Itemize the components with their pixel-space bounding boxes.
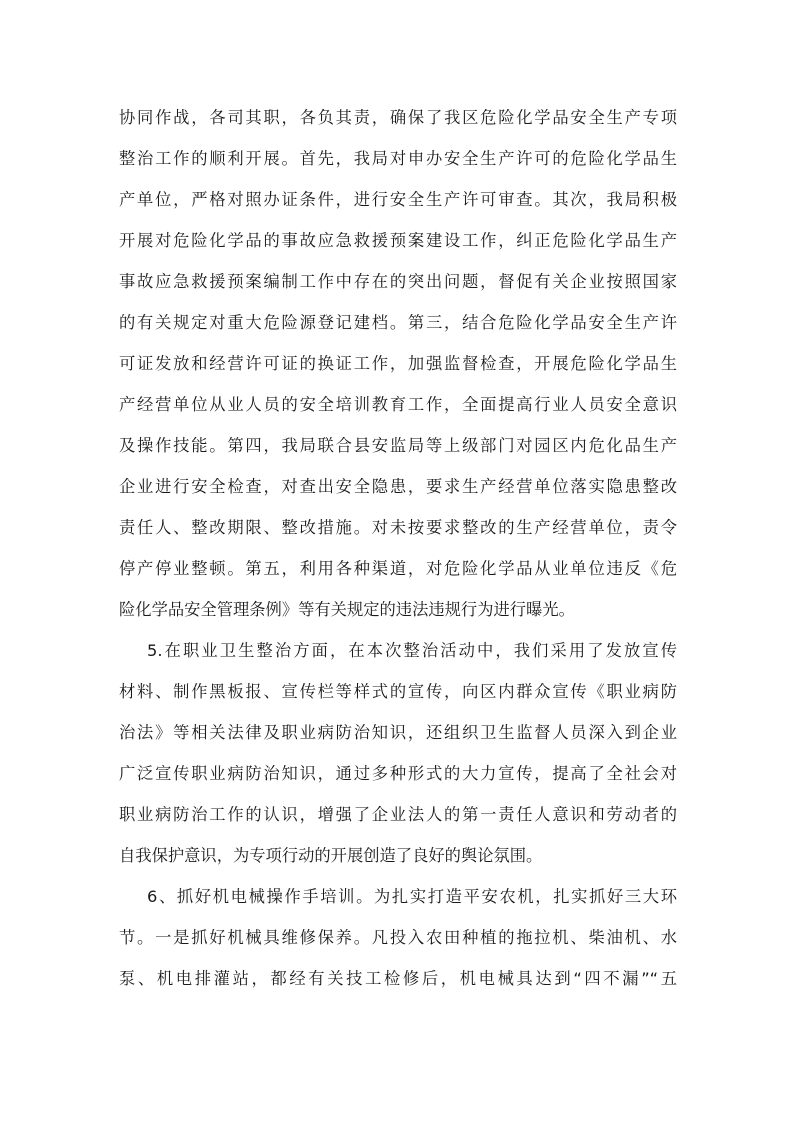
text-line: 5.在职业卫生整治方面，在本次整治活动中，我们采用了发放宣传 xyxy=(147,641,677,660)
text-line: 泵、机电排灌站，都经有关技工检修后，机电械具达到“四不漏”“五 xyxy=(119,969,677,988)
text-line: 治法》等相关法律及职业病防治知识，还组织卫生监督人员深入到企业 xyxy=(119,723,677,742)
text-line: 开展对危险化学品的事故应急救援预案建设工作，纠正危险化学品生产 xyxy=(119,231,677,250)
text-line: 责任人、整改期限、整改措施。对未按要求整改的生产经营单位，责令 xyxy=(119,518,677,537)
text-line: 险化学品安全管理条例》等有关规定的违法违规行为进行曝光。 xyxy=(119,600,575,619)
text-line: 整治工作的顺利开展。首先，我局对申办安全生产许可的危险化学品生 xyxy=(119,149,677,168)
text-line: 6、抓好机电械操作手培训。为扎实打造平安农机，扎实抓好三大环 xyxy=(147,887,677,906)
text-line: 产单位，严格对照办证条件，进行安全生产许可审查。其次，我局积极 xyxy=(119,190,677,209)
text-line: 事故应急救援预案编制工作中存在的突出问题，督促有关企业按照国家 xyxy=(119,272,677,291)
text-line: 及操作技能。第四，我局联合县安监局等上级部门对园区内危化品生产 xyxy=(119,436,677,455)
text-line: 材料、制作黑板报、宣传栏等样式的宣传，向区内群众宣传《职业病防 xyxy=(119,682,677,701)
text-line: 停产停业整顿。第五，利用各种渠道，对危险化学品从业单位违反《危 xyxy=(119,559,677,578)
text-line: 产经营单位从业人员的安全培训教育工作，全面提高行业人员安全意识 xyxy=(119,395,677,414)
text-line: 职业病防治工作的认识，增强了企业法人的第一责任人意识和劳动者的 xyxy=(119,805,677,824)
text-line: 自我保护意识，为专项行动的开展创造了良好的舆论氛围。 xyxy=(119,846,543,865)
text-line: 的有关规定对重大危险源登记建档。第三，结合危险化学品安全生产许 xyxy=(119,313,677,332)
text-line: 企业进行安全检查，对查出安全隐患，要求生产经营单位落实隐患整改 xyxy=(119,477,677,496)
text-line: 节。一是抓好机械具维修保养。凡投入农田种植的拖拉机、柴油机、水 xyxy=(119,928,677,947)
text-line: 广泛宣传职业病防治知识，通过多种形式的大力宣传，提高了全社会对 xyxy=(119,764,677,783)
text-line: 可证发放和经营许可证的换证工作，加强监督检查，开展危险化学品生 xyxy=(119,354,677,373)
text-line: 协同作战，各司其职，各负其责，确保了我区危险化学品安全生产专项 xyxy=(119,108,677,127)
